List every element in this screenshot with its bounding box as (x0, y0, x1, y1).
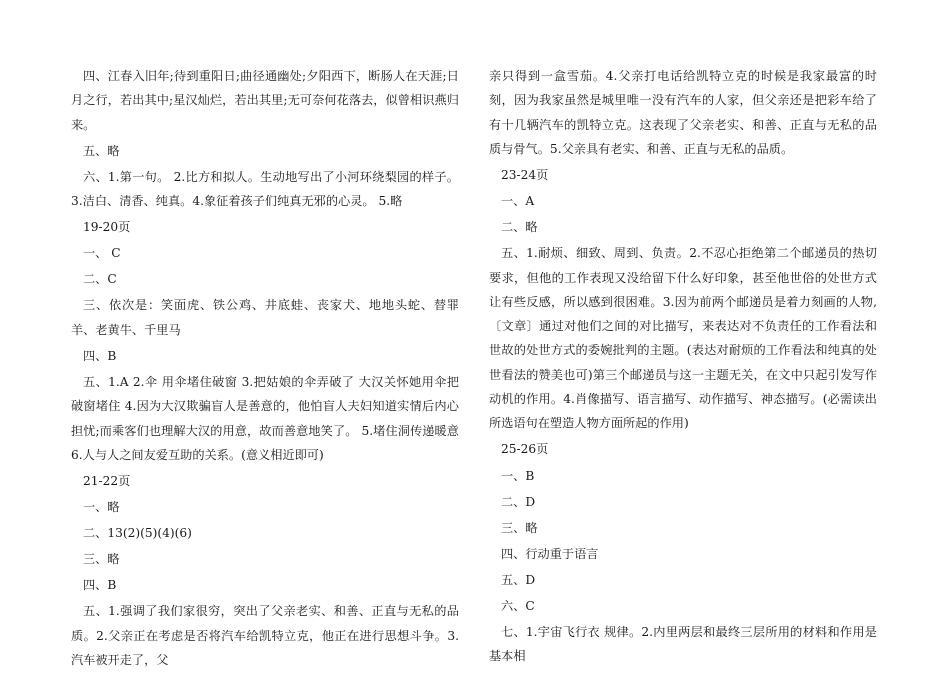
answer-paragraph: 五、D (501, 572, 536, 587)
page-range-heading: 23-24页 (501, 167, 549, 182)
answer-paragraph: 四、B (83, 578, 117, 593)
answer-paragraph: 二、13(2)(5)(4)(6) (83, 526, 192, 541)
answer-paragraph: 四、江春入旧年;待到重阳日;曲径通幽处;夕阳西下，断肠人在天涯;日月之行，若出其中;星汉灿烂，若出其里;无可奈何花落去，似曾相识燕归来。 (71, 69, 459, 132)
answer-paragraph: 三、略 (83, 552, 120, 567)
answer-paragraph: 一、A (501, 194, 535, 209)
answer-paragraph: 六、C (501, 599, 535, 613)
answer-paragraph: 一、略 (83, 500, 120, 515)
answer-paragraph: 二、D (501, 494, 536, 509)
answer-paragraph: 一、B (501, 468, 535, 483)
page-range-heading: 21-22页 (83, 473, 131, 488)
answer-paragraph: 四、行动重于语言 (501, 546, 599, 561)
answer-paragraph: 一、 C (83, 246, 121, 261)
answer-paragraph: 四、B (83, 348, 117, 363)
right-column (489, 64, 877, 670)
answer-paragraph: 五、1.耐烦、细致、周到、负责。2.不忍心拒绝第二个邮递员的热切要求，但他的工作表现又没给留下什么好印象，甚至他世俗的处世方式让有些反感，所以感到很困难。3.因为前两个邮递员是着力刻画的人物,〔文章〕通过对他们之间的对比描写，来表达对不负责任的工作看法和世故的处世方式的委婉批判的主题。(表达对耐烦的工作看法和纯真的处世看法的赞美也可)第三个邮递员与这一主题无关，在文中只起引发写作动机的作用。4.肖像描写、语言描写、动作描写、神态描写。(必需读出所选语句在塑造人物方面所起的作用) (489, 246, 877, 431)
left-column (71, 64, 459, 674)
page-range-heading: 19-20页 (83, 220, 131, 235)
answer-paragraph: 三、依次是：笑面虎、铁公鸡、井底蛙、丧家犬、地地头蛇、替罪羊、老黄牛、千里马 (71, 298, 459, 337)
answer-paragraph: 七、1.宇宙飞行衣 规律。2.内里两层和最终三层所用的材料和作用是基本相 (489, 625, 877, 664)
page-range-heading: 25-26页 (501, 442, 549, 457)
answer-paragraph: 二、略 (501, 220, 538, 235)
answer-paragraph: 六、1.第一句。 2.比方和拟人。生动地写出了小河环绕梨园的样子。 3.洁白、清香、纯真。4.象征着孩子们纯真无邪的心灵。 5.略 (71, 169, 459, 209)
answer-paragraph: 五、1.A 2.伞 用伞堵住破窗 3.把姑娘的伞弄破了 大汉关怀她用伞把破窗堵住 4.因为大汉欺骗盲人是善意的，他怕盲人夫妇知道实情后内心担忧;而乘客们也理解大汉的用意，故而善意地笑了。 5.堵住洞传递暖意 6.人与人之间友爱互助的关系。(意义相近即可) (71, 374, 459, 462)
answer-paragraph: 二、C (83, 272, 117, 287)
answer-paragraph: 五、1.强调了我们家很穷，突出了父亲老实、和善、正直与无私的品质。2.父亲正在考虑是否将汽车给凯特立克，他正在进行思想斗争。3.汽车被开走了，父 (71, 604, 459, 667)
answer-paragraph: 五、略 (83, 143, 120, 158)
answer-paragraph: 三、略 (501, 520, 538, 535)
continued-paragraph: 亲只得到一盒雪茄。4.父亲打电话给凯特立克的时候是我家最富的时刻，因为我家虽然是城里唯一没有汽车的人家，但父亲还是把彩车给了有十几辆汽车的凯特立克。这表现了父亲老实、和善、正直与无私的品质与骨气。5.父亲具有老实、和善、正直与无私的品质。 (489, 69, 877, 156)
